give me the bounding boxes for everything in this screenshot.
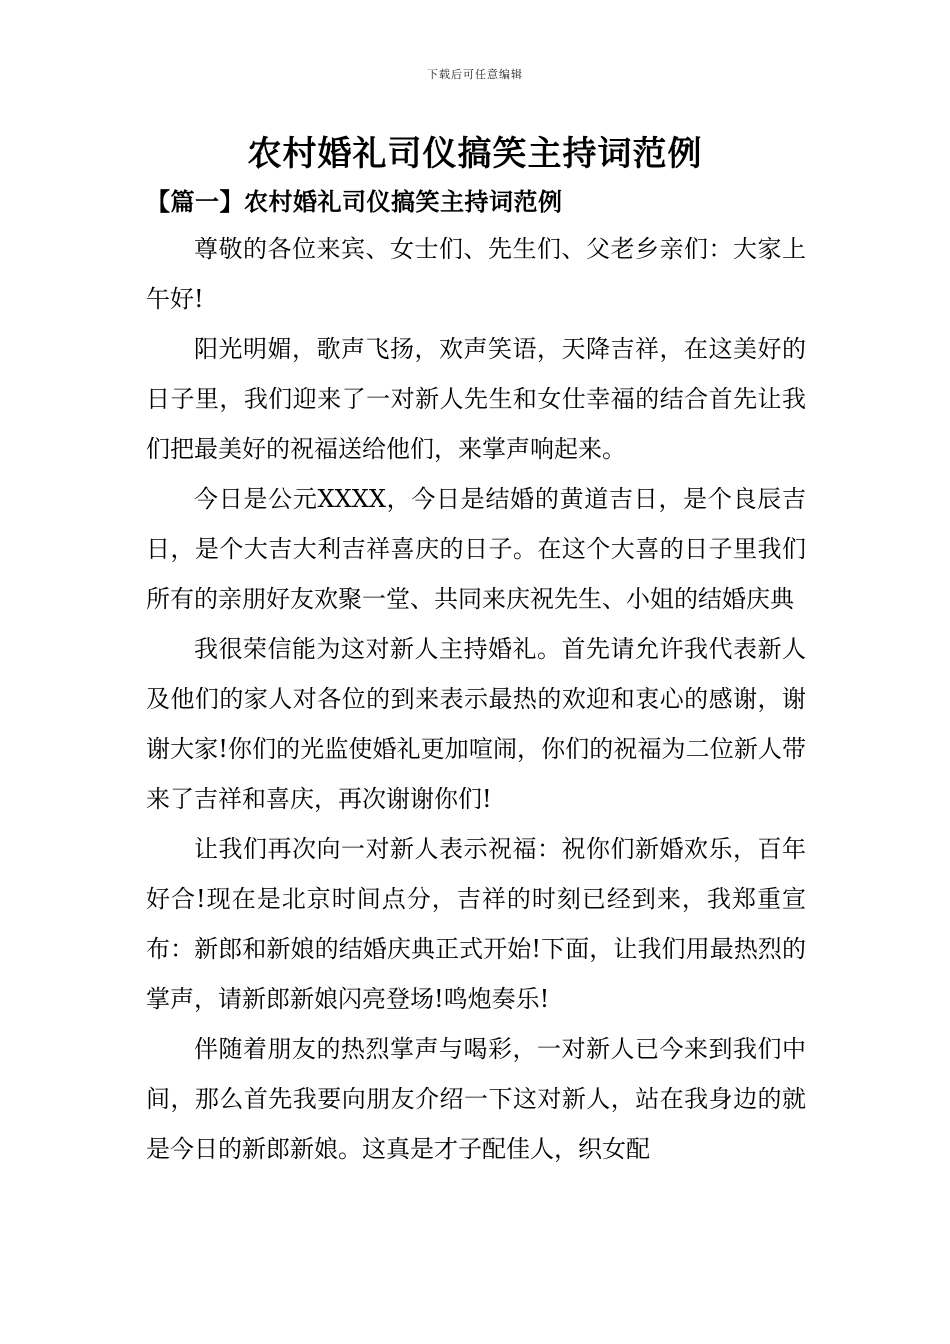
document-body [146,224,806,1174]
paragraph-3: 今日是公元XXXX，今日是结婚的黄道吉日，是个良辰吉日，是个大吉大利吉祥喜庆的日子。在这个大喜的日子里我们所有的亲朋好友欢聚一堂、共同来庆祝先生、小姐的结婚庆典 [146,485,806,613]
paragraph-5: 让我们再次向一对新人表示祝福：祝你们新婚欢乐，百年好合!现在是北京时间点分，吉祥的时刻已经到来，我郑重宣布：新郎和新娘的结婚庆典正式开始!下面，让我们用最热烈的掌声，请新郎新娘闪亮登场!鸣炮奏乐! [146,835,806,1013]
header-note: 下载后可任意编辑 [427,68,523,81]
paragraph-1: 尊敬的各位来宾、女士们、先生们、父老乡亲们：大家上午好! [146,235,806,313]
paragraph-4: 我很荣信能为这对新人主持婚礼。首先请允许我代表新人及他们的家人对各位的到来表示最热的欢迎和衷心的感谢，谢谢大家!你们的光监使婚礼更加喧闹，你们的祝福为二位新人带来了吉祥和喜庆，再次谢谢你们! [146,635,806,813]
section-heading: 【篇一】农村婚礼司仪搞笑主持词范例 [146,187,563,216]
document-title: 农村婚礼司仪搞笑主持词范例 [247,134,703,174]
paragraph-6: 伴随着朋友的热烈掌声与喝彩，一对新人已今来到我们中间，那么首先我要向朋友介绍一下这对新人，站在我身边的就是今日的新郎新娘。这真是才子配佳人，织女配 [146,1035,806,1163]
paragraph-2: 阳光明媚，歌声飞扬，欢声笑语，天降吉祥，在这美好的日子里，我们迎来了一对新人先生和女仕幸福的结合首先让我们把最美好的祝福送给他们，来掌声响起来。 [146,335,806,463]
